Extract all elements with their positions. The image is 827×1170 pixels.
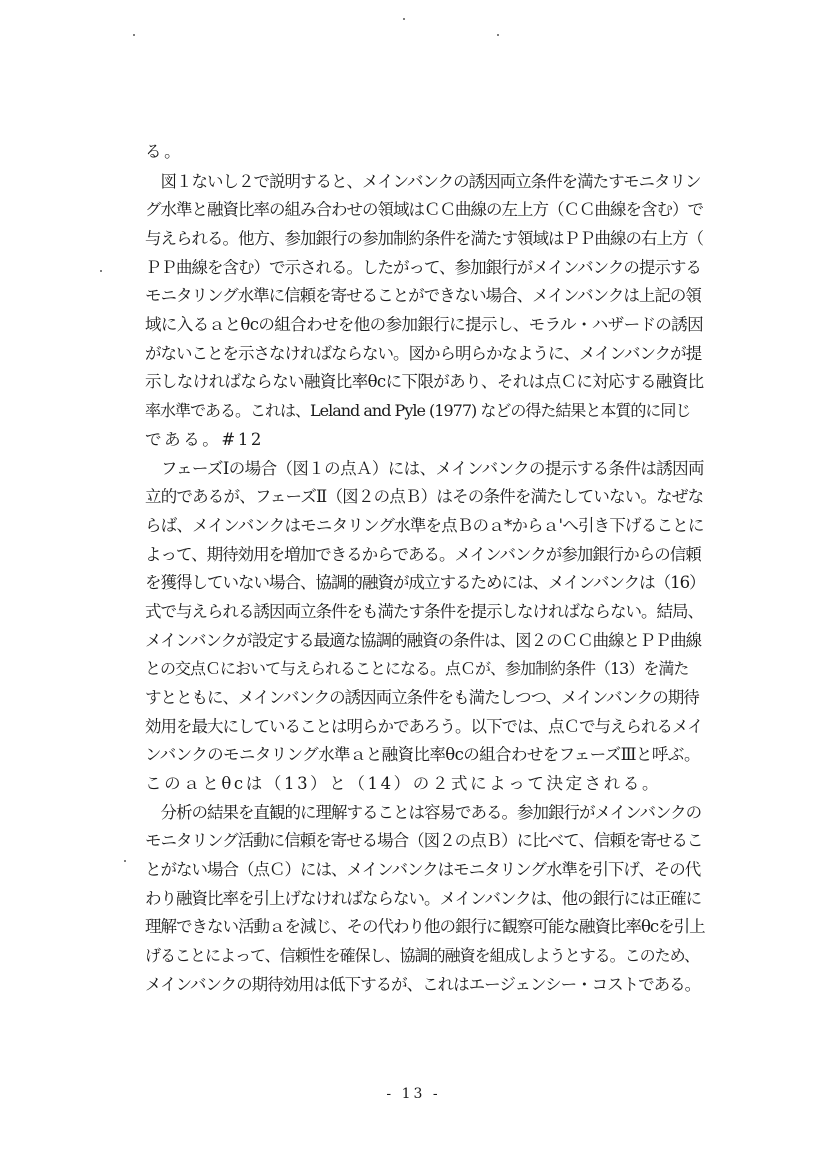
text-line: モニタリング水準に信頼を寄せることができない場合、メインバンクは上記の領 <box>145 286 701 305</box>
text-line: 理解できない活動ａを減じ、その代わり他の銀行に観察可能な融資比率θcを引上 <box>145 917 705 936</box>
text-line: ンバンクのモニタリング水準ａと融資比率θcの組合わせをフェーズⅢと呼ぶ。 <box>145 745 700 764</box>
text-line: 示しなければならない融資比率θcに下限があり、それは点Ｃに対応する融資比 <box>145 372 704 391</box>
text-line: フェーズⅠの場合（図１の点Ａ）には、メインバンクの提示する条件は誘因両 <box>145 459 704 478</box>
text-line: 効用を最大にしていることは明らかであろう。以下では、点Ｃで与えられるメイ <box>145 717 703 736</box>
scan-speck <box>403 18 405 20</box>
text-line: る。 <box>145 142 184 161</box>
text-line: グ水準と融資比率の組み合わせの領域はＣＣ曲線の左上方（ＣＣ曲線を含む）で <box>145 200 703 219</box>
text-line: である。#12 <box>145 430 265 449</box>
scan-speck <box>133 34 135 36</box>
text-line: げることによって、信頼性を確保し、協調的融資を組成しようとする。このため、 <box>145 946 700 965</box>
text-line: よって、期待効用を増加できるからである。メインバンクが参加銀行からの信頼 <box>145 545 701 564</box>
text-line: メインバンクの期待効用は低下するが、これはエージェンシー・コストである。 <box>145 975 701 994</box>
text-line: らば、メインバンクはモニタリング水準を点Ｂのａ*からａ'へ引き下げることに <box>145 516 704 535</box>
text-line: 与えられる。他方、参加銀行の参加制約条件を満たす領域はＰＰ曲線の右上方（ <box>145 229 703 248</box>
text-line: 立的であるが、フェーズⅡ（図２の点Ｂ）はその条件を満たしていない。なぜな <box>145 487 704 506</box>
text-line: 域に入るａとθcの組合わせを他の参加銀行に提示し、モラル・ハザードの誘因 <box>145 315 704 334</box>
scan-speck <box>497 34 499 36</box>
text-line: 分析の結果を直観的に理解することは容易である。参加銀行がメインバンクの <box>145 803 702 822</box>
page-number: - 13 - <box>386 1086 441 1102</box>
text-line: すとともに、メインバンクの誘因両立条件をも満たしつつ、メインバンクの期待 <box>145 688 699 707</box>
text-line: を獲得していない場合、協調的融資が成立するためには、メインバンクは（16） <box>145 573 705 592</box>
text-line: モニタリング活動に信頼を寄せる場合（図２の点Ｂ）に比べて、信頼を寄せるこ <box>145 831 703 850</box>
text-line: 率水準である。これは、Leland and Pyle (1977) などの得た結果と本質的に同じ <box>145 401 691 420</box>
text-line: 式で与えられる誘因両立条件をも満たす条件を提示しなければならない。結局、 <box>145 602 703 621</box>
scan-speck <box>100 270 102 272</box>
text-line: がないことを示さなければならない。図から明らかなように、メインバンクが提 <box>145 344 702 363</box>
text-line: 図１ないし２で説明すると、メインバンクの誘因両立条件を満たすモニタリン <box>145 172 701 191</box>
scan-speck <box>124 860 126 862</box>
text-line: との交点Ｃにおいて与えられることになる。点Ｃが、参加制約条件（13）を満た <box>145 659 689 678</box>
text-line: とがない場合（点Ｃ）には、メインバンクはモニタリング水準を引下げ、その代 <box>145 860 701 879</box>
text-line: このａとθcは（13）と（14）の２式によって決定される。 <box>145 774 662 793</box>
text-line: わり融資比率を引上げなければならない。メインバンクは、他の銀行には正確に <box>145 889 702 908</box>
text-line: メインバンクが設定する最適な協調的融資の条件は、図２のＣＣ曲線とＰＰ曲線 <box>145 631 702 650</box>
text-line: ＰＰ曲線を含む）で示される。したがって、参加銀行がメインバンクの提示する <box>145 258 701 277</box>
